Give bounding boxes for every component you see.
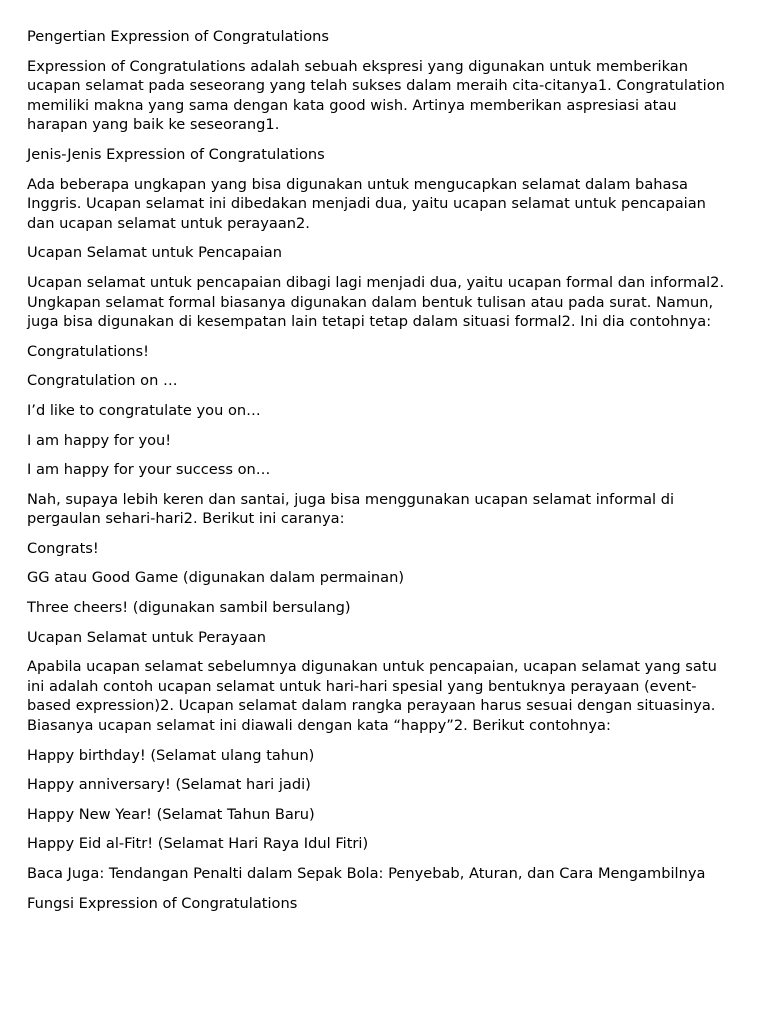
heading-fungsi: Fungsi Expression of Congratulations bbox=[27, 894, 298, 912]
example-formal-3: I’d like to congratulate you on… bbox=[27, 401, 261, 419]
example-formal-1: Congratulations! bbox=[27, 342, 149, 360]
paragraph-perayaan: Apabila ucapan selamat sebelumnya digunakan untuk pencapaian, ucapan selamat yang satu ini adalah contoh ucapan selamat untuk hari-hari spesial yang bentuknya perayaan (event-based expression)2. Ucapan selamat dalam rangka perayaan harus sesuai dengan situasinya. Biasanya ucapan selamat ini diawali dengan kata “happy”2. Berikut contohnya: bbox=[27, 658, 717, 735]
example-perayaan-2: Happy anniversary! (Selamat hari jadi) bbox=[27, 776, 311, 794]
example-perayaan-3: Happy New Year! (Selamat Tahun Baru) bbox=[27, 805, 315, 823]
example-informal-2: GG atau Good Game (digunakan dalam permainan) bbox=[27, 569, 405, 587]
baca-juga-text: Baca Juga: Tendangan Penalti dalam Sepak Bola: Penyebab, Aturan, dan Cara Mengambilnya bbox=[27, 865, 706, 882]
paragraph-pencapaian: Ucapan selamat untuk pencapaian dibagi lagi menjadi dua, yaitu ucapan formal dan informal2. Ungkapan selamat formal biasanya digunakan dalam bentuk tulisan atau pada surat. Namun, juga bisa digunakan di kesempatan lain tetapi tetap dalam situasi formal2. Ini dia contohnya: bbox=[27, 273, 725, 331]
example-informal-1: Congrats! bbox=[27, 539, 99, 557]
example-informal-3: Three cheers! (digunakan sambil bersulang) bbox=[27, 599, 351, 617]
heading-pencapaian: Ucapan Selamat untuk Pencapaian bbox=[27, 244, 282, 262]
paragraph-types-intro: Ada beberapa ungkapan yang bisa digunakan untuk mengucapkan selamat dalam bahasa Inggris. Ucapan selamat ini dibedakan menjadi dua, yaitu ucapan selamat untuk pencapaian dan ucapan selamat untuk perayaan2. bbox=[27, 175, 706, 232]
paragraph-definition: Expression of Congratulations adalah sebuah ekspresi yang digunakan untuk memberikan ucapan selamat pada seseorang yang telah sukses dalam meraih cita-citanya1. Congratulation memiliki makna yang sama dengan kata good wish. Artinya memberikan aspresiasi atau harapan yang baik ke seseorang1. bbox=[27, 57, 725, 134]
example-formal-4: I am happy for you! bbox=[27, 431, 172, 449]
paragraph-informal: Nah, supaya lebih keren dan santai, juga bisa menggunakan ucapan selamat informal di pergaulan sehari-hari2. Berikut ini caranya: bbox=[27, 490, 675, 528]
example-perayaan-4: Happy Eid al-Fitr! (Selamat Hari Raya Idul Fitri) bbox=[27, 835, 369, 853]
example-perayaan-1: Happy birthday! (Selamat ulang tahun) bbox=[27, 746, 315, 764]
example-formal-2: Congratulation on … bbox=[27, 372, 178, 390]
heading-jenis-jenis: Jenis-Jenis Expression of Congratulations bbox=[27, 145, 325, 163]
heading-pengertian: Pengertian Expression of Congratulations bbox=[27, 28, 330, 45]
example-formal-5: I am happy for your success on… bbox=[27, 461, 271, 479]
heading-perayaan: Ucapan Selamat untuk Perayaan bbox=[27, 628, 267, 646]
